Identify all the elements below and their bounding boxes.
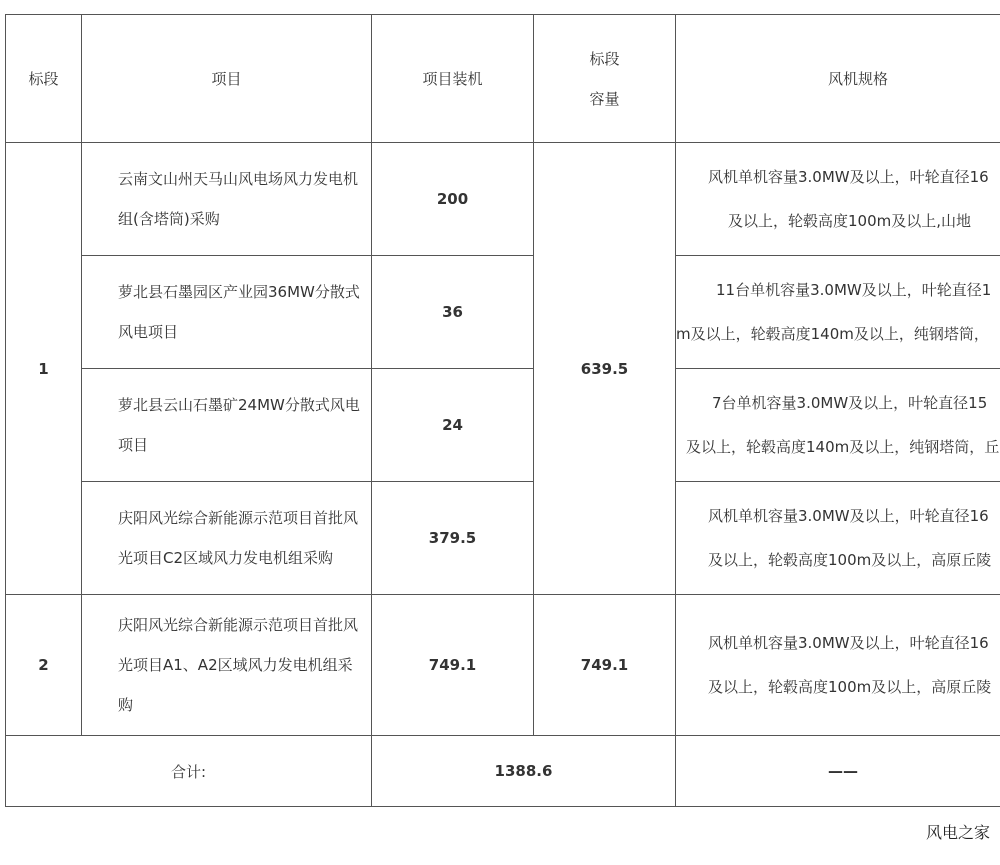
watermark-text: 风电之家 [925, 823, 990, 842]
total-label: 合计: [6, 736, 372, 807]
project-name: 云南文山州天马山风电场风力发电机组(含塔筒)采购 [118, 170, 359, 228]
spec-cell [676, 482, 1000, 595]
spec-cell [676, 143, 1000, 256]
table-row [6, 143, 1000, 256]
project-name: 庆阳风光综合新能源示范项目首批风光项目A1、A2区域风力发电机组采购 [118, 616, 359, 714]
table-header-row [6, 15, 1000, 143]
spec-line1: 11台单机容量3.0MW及以上，叶轮直径1 [716, 281, 992, 299]
spec-cell [676, 595, 1000, 736]
table-row [6, 369, 1000, 482]
table-row [6, 595, 1000, 736]
project-name: 庆阳风光综合新能源示范项目首批风光项目C2区域风力发电机组采购 [118, 509, 359, 567]
project-cell [82, 595, 372, 736]
segment-id: 2 [6, 595, 82, 736]
table-row [6, 482, 1000, 595]
project-cell [82, 143, 372, 256]
segment-id: 1 [6, 143, 82, 595]
spec-cell [676, 369, 1000, 482]
project-cell [82, 482, 372, 595]
spec-line2: 及以上，轮毂高度140m及以上，纯钢塔筒，丘 [686, 438, 1000, 456]
bid-table [5, 14, 1000, 807]
header-spec: 风机规格 [676, 15, 1000, 143]
spec-line1: 风机单机容量3.0MW及以上，叶轮直径16 [708, 634, 989, 652]
spec-line2: 及以上，轮毂高度100m及以上，高原丘陵 [708, 551, 992, 569]
project-cell [82, 369, 372, 482]
project-capacity: 24 [372, 369, 534, 482]
spec-line2: m及以上，轮毂高度140m及以上，纯钢塔筒， [676, 325, 989, 343]
total-value: 1388.6 [372, 736, 676, 807]
header-segment-capacity [534, 15, 676, 143]
header-segment-capacity-line1: 标段 [589, 49, 620, 68]
project-name: 萝北县云山石墨矿24MW分散式风电项目 [118, 396, 360, 454]
header-project: 项目 [82, 15, 372, 143]
segment-capacity: 749.1 [534, 595, 676, 736]
header-segment-capacity-line2: 容量 [589, 89, 620, 108]
header-segment: 标段 [6, 15, 82, 143]
spec-line1: 7台单机容量3.0MW及以上，叶轮直径15 [712, 394, 988, 412]
project-capacity: 200 [372, 143, 534, 256]
spec-line2: 及以上，轮毂高度100m及以上,山地 [728, 212, 972, 230]
header-capacity: 项目装机 [372, 15, 534, 143]
project-capacity: 749.1 [372, 595, 534, 736]
project-capacity: 379.5 [372, 482, 534, 595]
segment-capacity: 639.5 [534, 143, 676, 595]
spec-line1: 风机单机容量3.0MW及以上，叶轮直径16 [708, 507, 989, 525]
total-spec: —— [676, 736, 1000, 807]
project-cell [82, 256, 372, 369]
project-capacity: 36 [372, 256, 534, 369]
spec-cell [676, 256, 1000, 369]
spec-line2: 及以上，轮毂高度100m及以上，高原丘陵 [708, 678, 992, 696]
table-row [6, 256, 1000, 369]
spec-line1: 风机单机容量3.0MW及以上，叶轮直径16 [708, 168, 989, 186]
project-name: 萝北县石墨园区产业园36MW分散式风电项目 [118, 283, 360, 341]
total-row [6, 736, 1000, 807]
